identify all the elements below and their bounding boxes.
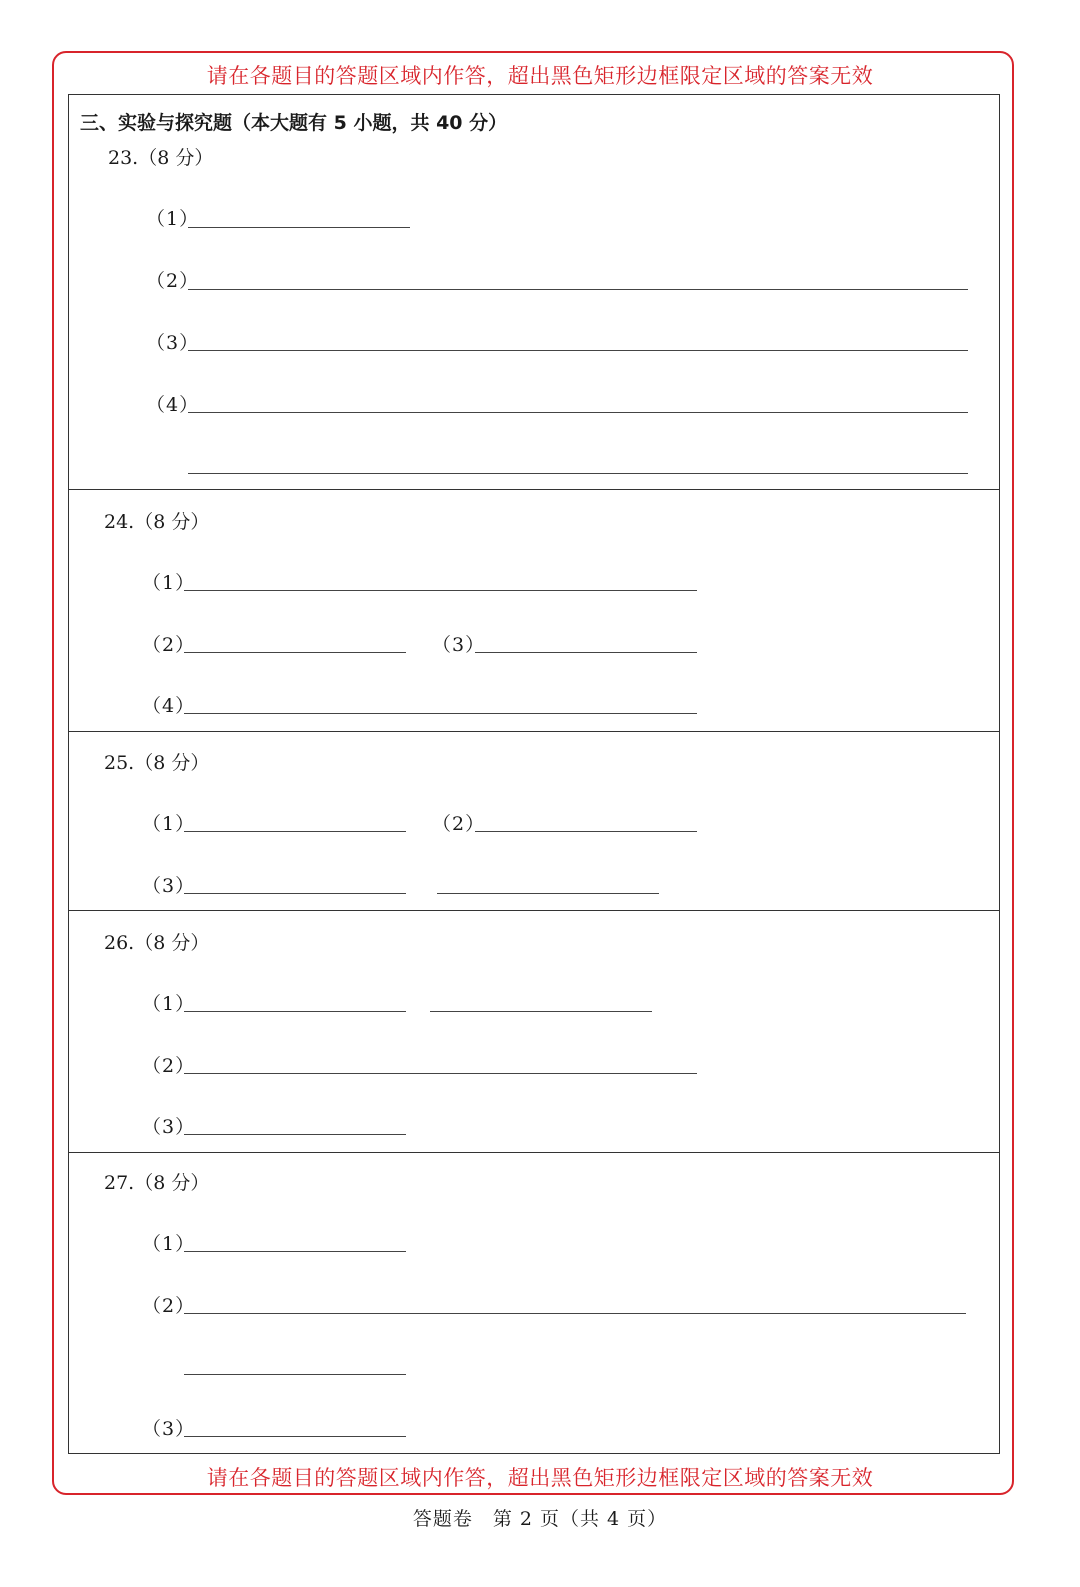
question-23-title: 23.（8 分）	[108, 147, 214, 169]
q26-answer-line-1a[interactable]	[184, 1011, 406, 1012]
bottom-warning: 请在各题目的答题区域内作答，超出黑色矩形边框限定区域的答案无效	[206, 1466, 874, 1490]
q27-label-1: （1）	[142, 1233, 196, 1255]
q24-answer-line-2[interactable]	[184, 652, 406, 653]
q27-answer-line-2[interactable]	[184, 1313, 966, 1314]
q25-answer-line-3b[interactable]	[437, 893, 659, 894]
q24-label-4: （4）	[142, 695, 196, 717]
q27-label-3: （3）	[142, 1418, 196, 1440]
q25-answer-line-1[interactable]	[184, 831, 406, 832]
q23-answer-line-3[interactable]	[188, 350, 968, 351]
q24-label-2: （2）	[142, 634, 196, 656]
q23-answer-line-4[interactable]	[188, 412, 968, 413]
question-25-title: 25.（8 分）	[104, 752, 210, 774]
q27-label-2: （2）	[142, 1295, 196, 1317]
q24-answer-line-4[interactable]	[184, 713, 697, 714]
q25-answer-line-3a[interactable]	[184, 893, 406, 894]
q24-label-3: （3）	[432, 634, 486, 656]
question-24-title: 24.（8 分）	[104, 511, 210, 533]
q25-label-2: （2）	[432, 813, 486, 835]
q26-label-2: （2）	[142, 1055, 196, 1077]
page-footer: 答题卷 第 2 页（共 4 页）	[412, 1508, 668, 1530]
q26-answer-line-1b[interactable]	[430, 1011, 652, 1012]
divider-24-25	[68, 731, 1000, 732]
q25-label-3: （3）	[142, 875, 196, 897]
q23-answer-line-4b[interactable]	[188, 473, 968, 474]
q23-label-4: （4）	[146, 394, 200, 416]
q26-answer-line-3[interactable]	[184, 1134, 406, 1135]
q24-answer-line-1[interactable]	[184, 590, 697, 591]
top-warning: 请在各题目的答题区域内作答，超出黑色矩形边框限定区域的答案无效	[206, 64, 874, 88]
q27-answer-line-1[interactable]	[184, 1251, 406, 1252]
q26-answer-line-2[interactable]	[184, 1073, 697, 1074]
q23-answer-line-1[interactable]	[188, 227, 410, 228]
q23-label-1: （1）	[146, 208, 200, 230]
q26-label-1: （1）	[142, 993, 196, 1015]
divider-23-24	[68, 489, 1000, 490]
q23-label-2: （2）	[146, 270, 200, 292]
question-27-title: 27.（8 分）	[104, 1172, 210, 1194]
q25-answer-line-2[interactable]	[475, 831, 697, 832]
divider-26-27	[68, 1152, 1000, 1153]
q23-label-3: （3）	[146, 332, 200, 354]
q24-label-1: （1）	[142, 572, 196, 594]
section-title: 三、实验与探究题（本大题有 5 小题，共 40 分）	[80, 112, 508, 134]
q25-label-1: （1）	[142, 813, 196, 835]
divider-25-26	[68, 910, 1000, 911]
q26-label-3: （3）	[142, 1116, 196, 1138]
q24-answer-line-3[interactable]	[475, 652, 697, 653]
q23-answer-line-2[interactable]	[188, 289, 968, 290]
question-26-title: 26.（8 分）	[104, 932, 210, 954]
q27-answer-line-2b[interactable]	[184, 1374, 406, 1375]
q27-answer-line-3[interactable]	[184, 1436, 406, 1437]
